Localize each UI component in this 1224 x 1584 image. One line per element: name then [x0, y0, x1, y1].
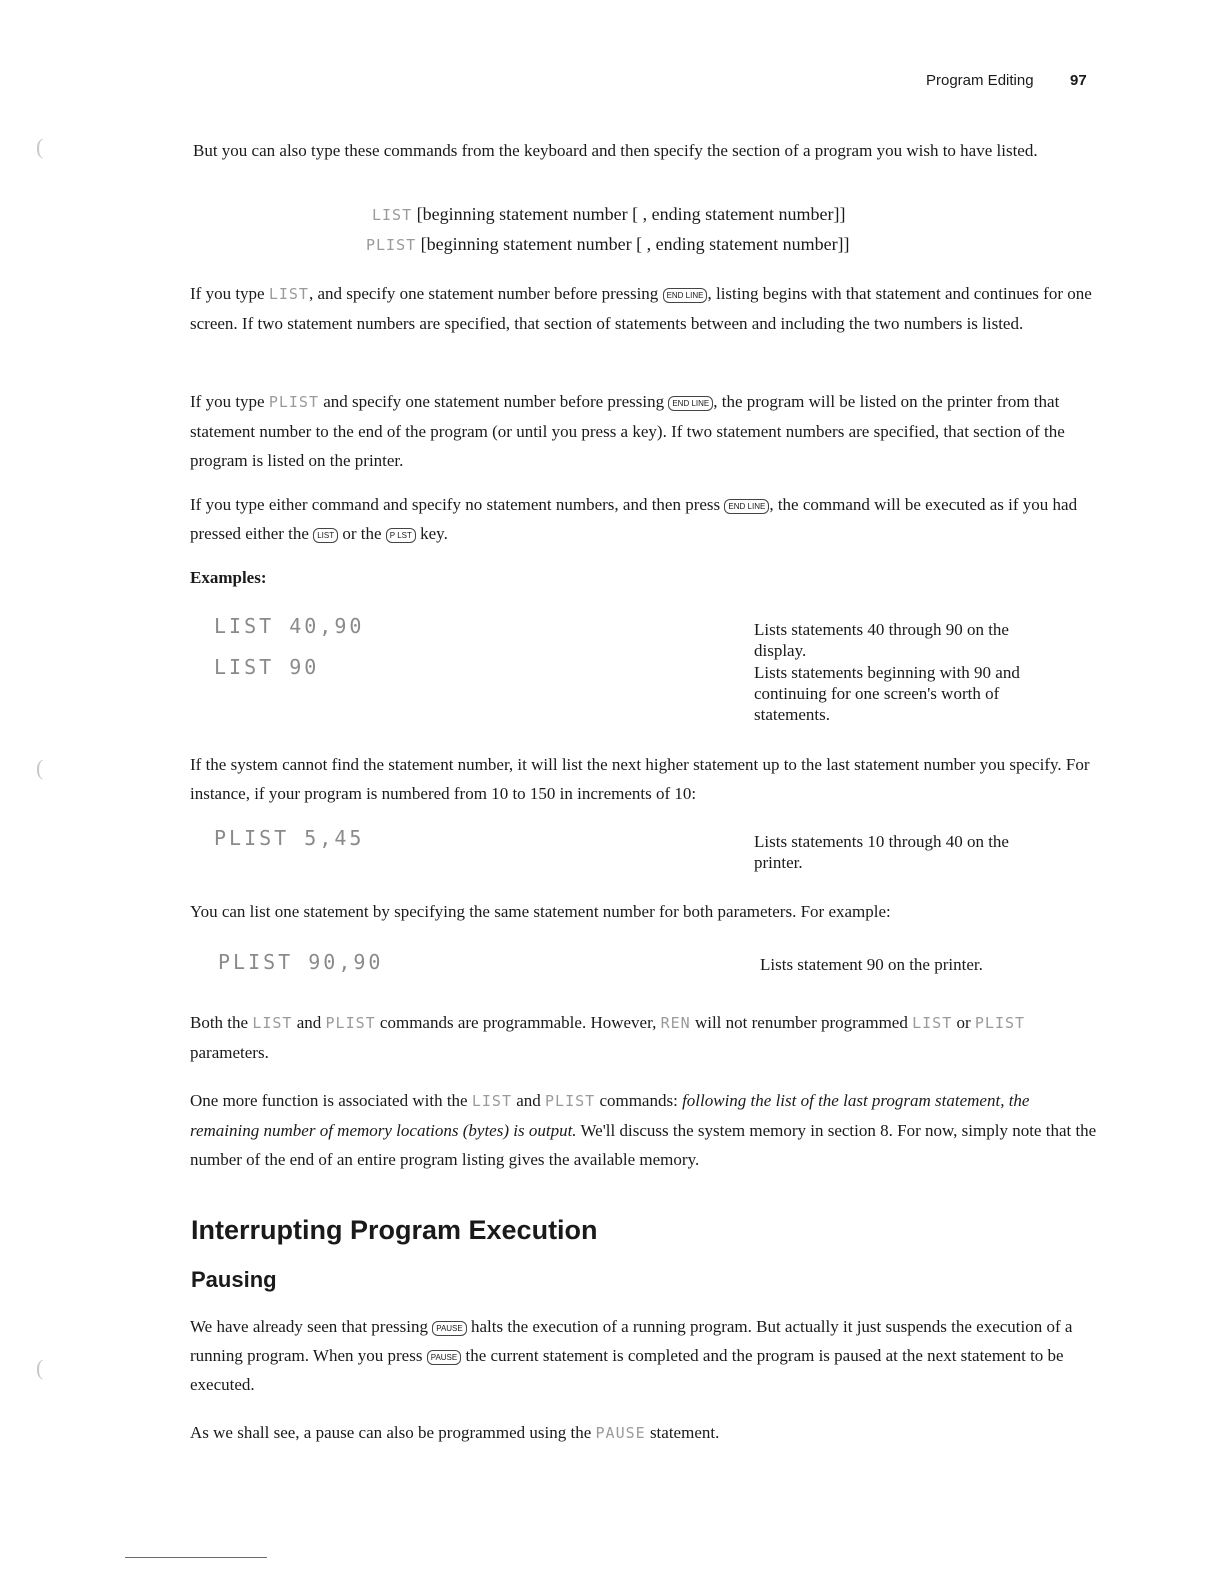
plist-key-icon: P LST: [386, 528, 416, 543]
inline-command: PLIST: [974, 1014, 1026, 1032]
end-line-key-icon: END LINE: [663, 288, 708, 303]
one-statement-paragraph: You can list one statement by specifying the same statement number for both parameters. For example:: [190, 902, 891, 921]
inline-command: PLIST: [268, 393, 319, 411]
inline-command: LIST: [252, 1014, 293, 1032]
footer-rule: [125, 1557, 267, 1558]
example-code: PLIST 90,90: [218, 950, 384, 974]
inline-command: PLIST: [545, 1092, 596, 1110]
example-code: LIST 40,90: [214, 614, 365, 638]
example-description: Lists statements beginning with 90 and continuing for one screen's worth of statements.: [754, 663, 1020, 724]
list-key-icon: LIST: [313, 528, 338, 543]
syntax-arg-end: , ending statement number]]: [642, 204, 846, 224]
syntax-list: [372, 204, 846, 225]
syntax-arg-begin: [beginning statement number [: [420, 234, 643, 254]
example-description: Lists statement 90 on the printer.: [760, 955, 983, 974]
inline-command: PLIST: [325, 1014, 376, 1032]
pause-key-icon: PAUSE: [427, 1350, 462, 1365]
end-line-key-icon: END LINE: [724, 499, 769, 514]
inline-command: LIST: [471, 1092, 512, 1110]
programmable-paragraph: Both the LIST and PLIST commands are programmable. However, REN will not renumber programmed LIST or PLIST parameters.: [190, 1013, 1026, 1062]
inline-command: LIST: [268, 285, 309, 303]
examples-label: Examples:: [190, 568, 267, 587]
emphasis-text: following the list of the last program statement, the remaining number of memory locations (bytes) is output.: [190, 1091, 1030, 1140]
cannot-find-paragraph: If the system cannot find the statement number, it will list the next higher statement up to the last statement number you specify. For instance, if your program is numbered from 10 to 150 in increments of 10:: [190, 755, 1090, 803]
syntax-arg-begin: [beginning statement number [: [416, 204, 639, 224]
pause-key-icon: PAUSE: [432, 1321, 467, 1336]
pause-statement-paragraph: As we shall see, a pause can also be programmed using the PAUSE statement.: [190, 1423, 720, 1442]
page-number: 97: [1070, 72, 1087, 89]
inline-command: PAUSE: [595, 1424, 646, 1442]
example-code: PLIST 5,45: [214, 826, 365, 850]
section-heading: Interrupting Program Execution: [191, 1215, 598, 1245]
margin-mark: (: [36, 755, 44, 780]
syntax-command: LIST: [372, 206, 413, 224]
end-line-key-icon: END LINE: [668, 396, 713, 411]
example-description: Lists statements 10 through 40 on the printer.: [754, 832, 1009, 872]
margin-mark: (: [36, 134, 44, 159]
subsection-heading: Pausing: [191, 1267, 277, 1292]
syntax-arg-end: , ending statement number]]: [646, 234, 850, 254]
example-description: Lists statements 40 through 90 on the display.: [754, 620, 1009, 660]
memory-paragraph: One more function is associated with the LIST and PLIST commands: following the list of the last program statement, the remaining number of memory locations (bytes) is output. We'll discuss the system memory in section 8. For now, simply note that the number of the end of an entire program listing gives the available memory.: [190, 1091, 1097, 1169]
margin-mark: (: [36, 1355, 44, 1380]
intro-paragraph: But you can also type these commands from the keyboard and then specify the section of a program you wish to have listed.: [193, 141, 1038, 160]
example-code: LIST 90: [214, 655, 320, 679]
plist-paragraph: If you type PLIST and specify one statement number before pressing END LINE , the program will be listed on the printer from that statement number to the end of the program (or until you press a key). If two statement numbers are specified, that section of the program is listed on the printer.: [190, 392, 1065, 470]
pause-paragraph: We have already seen that pressing PAUSE halts the execution of a running program. But actually it just suspends the execution of a running program. When you press PAUSE the current statement is completed and the program is paused at the next statement to be executed.: [190, 1317, 1073, 1394]
running-header-title: Program Editing: [926, 72, 1034, 89]
either-paragraph: If you type either command and specify no statement numbers, and then press END LINE , the command will be executed as if you had pressed either the LIST or the P LST key.: [190, 495, 1078, 543]
inline-command: REN: [660, 1014, 691, 1032]
syntax-command: PLIST: [366, 236, 417, 254]
list-paragraph: If you type LIST, and specify one statement number before pressing END LINE , listing begins with that statement and continues for one screen. If two statement numbers are specified, that section of statements between and including the two numbers is listed.: [190, 284, 1092, 333]
syntax-plist: [366, 234, 850, 255]
inline-command: LIST: [912, 1014, 953, 1032]
